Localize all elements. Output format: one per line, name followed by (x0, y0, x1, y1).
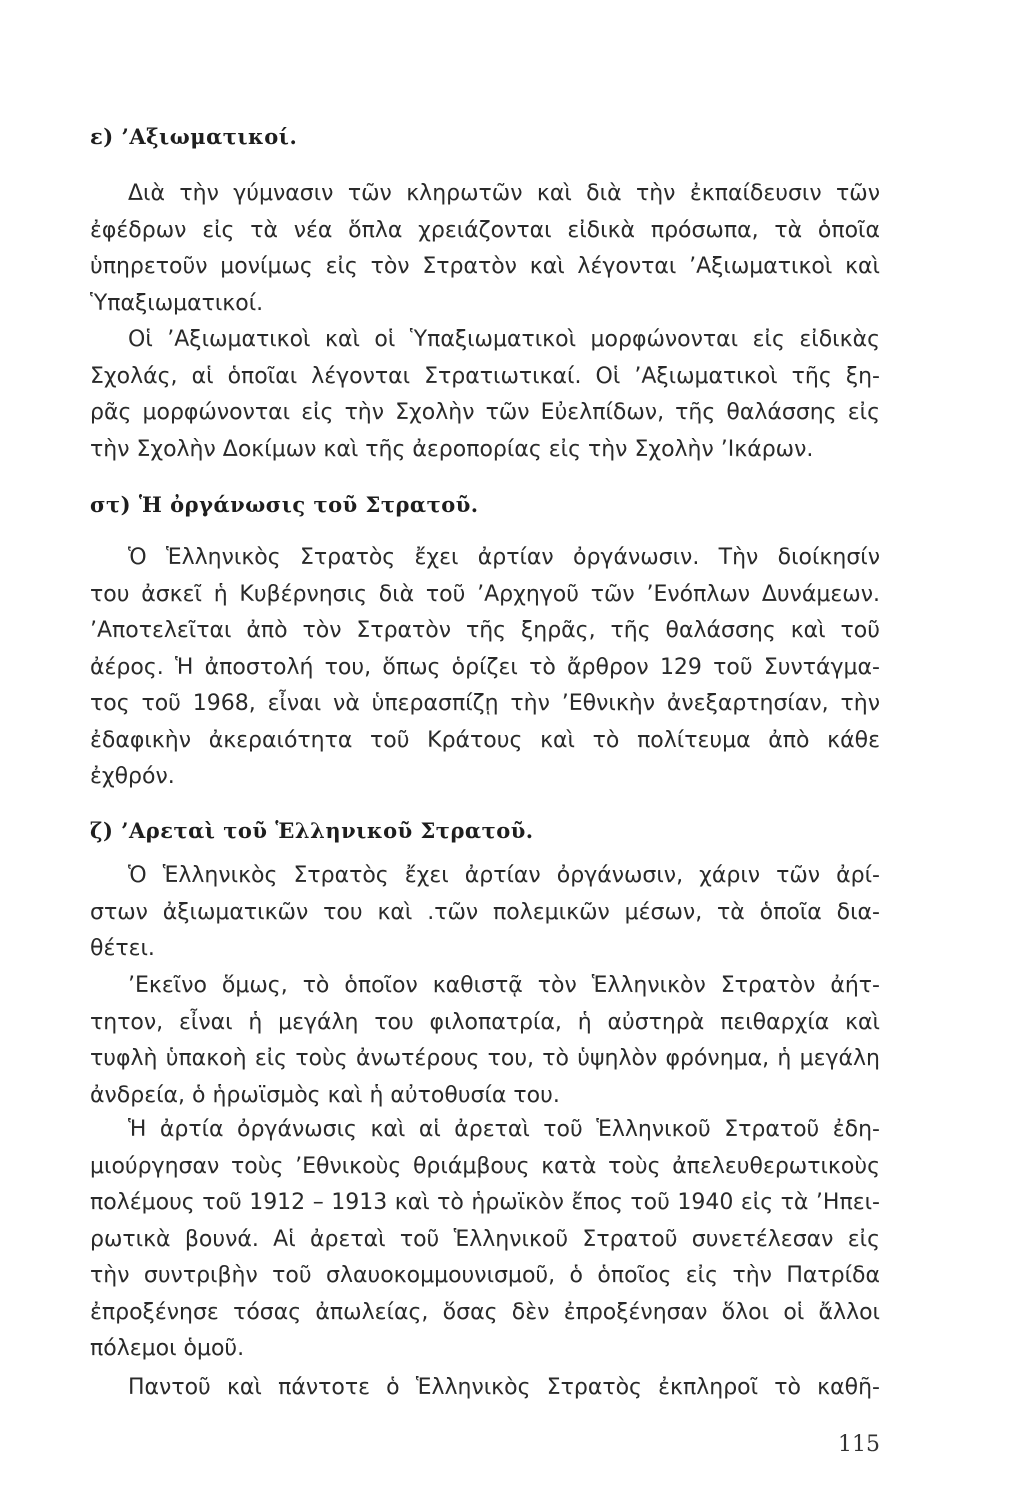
text-line: ἐχθρόν. (90, 764, 175, 789)
text-line: τυφλὴ ὑπακοὴ εἰς τοὺς ἀνωτέρους του, τὸ ὑψηλὸν φρόνημα, ἡ μεγάλη (90, 1046, 880, 1071)
text-line: Παντοῦ καὶ πάντοτε ὁ Ἑλληνικὸς Στρατὸς ἐκπληροῖ τὸ καθῆ- (128, 1375, 880, 1400)
text-line: ἀνδρεία, ὁ ἡρωϊσμὸς καὶ ἡ αὐτοθυσία του. (90, 1082, 560, 1108)
paragraph (90, 322, 880, 468)
paragraph (90, 540, 880, 796)
paragraph (90, 858, 880, 968)
text-line: ’Αποτελεῖται ἀπὸ τὸν Στρατὸν τῆς ξηρᾶς, τῆς θαλάσσης καὶ τοῦ (90, 618, 880, 643)
text-line: Ἡ ἀρτία ὀργάνωσις καὶ αἱ ἀρεταὶ τοῦ Ἑλληνικοῦ Στρατοῦ ἐδη- (128, 1117, 880, 1142)
text-line: ὑπηρετοῦν μονίμως εἰς τὸν Στρατὸν καὶ λέγονται ’Αξιωματικοὶ καὶ (90, 254, 880, 279)
text-line: ἐπροξένησε τόσας ἀπωλείας, ὅσας δὲν ἐπροξένησαν ὅλοι οἱ ἄλλοι (90, 1299, 880, 1325)
text-line: ρᾶς μορφώνονται εἰς τὴν Σχολὴν τῶν Εὐελπίδων, τῆς θαλάσσης εἰς (90, 400, 880, 425)
page-number: 115 (838, 1432, 880, 1457)
text-line: πολέμους τοῦ 1912 – 1913 καὶ τὸ ἡρωϊκὸν ἔπος τοῦ 1940 εἰς τὰ ’Ηπει- (90, 1190, 880, 1215)
text-line: Ὑπαξιωματικοί. (90, 290, 264, 316)
text-line: τὴν συντριβὴν τοῦ σλαυοκομμουνισμοῦ, ὁ ὁποῖος εἰς τὴν Πατρίδα (90, 1263, 880, 1288)
paragraph (90, 1112, 880, 1368)
text-line: Οἱ ’Αξιωματικοὶ καὶ οἱ Ὑπαξιωματικοὶ μορφώνονται εἰς εἰδικὰς (128, 327, 880, 352)
text-line: τος τοῦ 1968, εἶναι νὰ ὑπερασπίζῃ τὴν ’Εθνικὴν ἀνεξαρτησίαν, τὴν (90, 691, 880, 716)
section-heading-virtues: ζ) ’Αρεταὶ τοῦ Ἑλληνικοῦ Στρατοῦ. (90, 818, 534, 843)
text-line: στων ἀξιωματικῶν του καὶ .τῶν πολεμικῶν μέσων, τὰ ὁποῖα δια- (90, 899, 880, 925)
text-line: του ἀσκεῖ ἡ Κυβέρνησις διὰ τοῦ ’Αρχηγοῦ τῶν ’Ενόπλων Δυνάμεων. (90, 581, 880, 607)
text-line: μιούργησαν τοὺς ’Εθνικοὺς θριάμβους κατὰ τοὺς ἀπελευθερωτικοὺς (90, 1153, 880, 1179)
text-line: ’Εκεῖνο ὅμως, τὸ ὁποῖον καθιστᾷ τὸν Ἑλληνικὸν Στρατὸν ἀήτ- (128, 973, 880, 998)
text-line: Διὰ τὴν γύμνασιν τῶν κληρωτῶν καὶ διὰ τὴν ἐκπαίδευσιν τῶν (128, 181, 880, 206)
text-line: ἀέρος. Ἡ ἀποστολή του, ὅπως ὁρίζει τὸ ἄρθρον 129 τοῦ Συντάγμα- (90, 654, 880, 680)
text-line: θέτει. (90, 936, 155, 961)
text-line: ἐφέδρων εἰς τὰ νέα ὅπλα χρειάζονται εἰδικὰ πρόσωπα, τὰ ὁποῖα (90, 217, 880, 243)
section-heading-officers: ε) ’Αξιωματικοί. (90, 124, 298, 149)
text-line: τητον, εἶναι ἡ μεγάλη του φιλοπατρία, ἡ αὐστηρὰ πειθαρχία καὶ (90, 1009, 880, 1035)
text-line: ρωτικὰ βουνά. Αἱ ἀρεταὶ τοῦ Ἑλληνικοῦ Στρατοῦ συνετέλεσαν εἰς (90, 1226, 880, 1252)
text-line: ἐδαφικὴν ἀκεραιότητα τοῦ Κράτους καὶ τὸ πολίτευμα ἀπὸ κάθε (90, 727, 880, 753)
text-line: τὴν Σχολὴν Δοκίμων καὶ τῆς ἀεροπορίας εἰς τὴν Σχολὴν ’Ικάρων. (90, 436, 814, 462)
section-heading-organization: στ) Ἡ ὀργάνωσις τοῦ Στρατοῦ. (90, 492, 479, 517)
paragraph (90, 968, 880, 1114)
paragraph (90, 176, 880, 322)
text-line: Ὁ Ἑλληνικὸς Στρατὸς ἔχει ἀρτίαν ὀργάνωσιν, χάριν τῶν ἀρί- (128, 863, 880, 888)
text-line: Ὁ Ἑλληνικὸς Στρατὸς ἔχει ἀρτίαν ὀργάνωσιν. Τὴν διοίκησίν (128, 545, 880, 570)
paragraph (90, 1370, 880, 1407)
text-line: Σχολάς, αἱ ὁποῖαι λέγονται Στρατιωτικαί. Οἱ ’Αξιωματικοὶ τῆς ξη- (90, 363, 880, 389)
text-line: πόλεμοι ὁμοῦ. (90, 1336, 245, 1361)
